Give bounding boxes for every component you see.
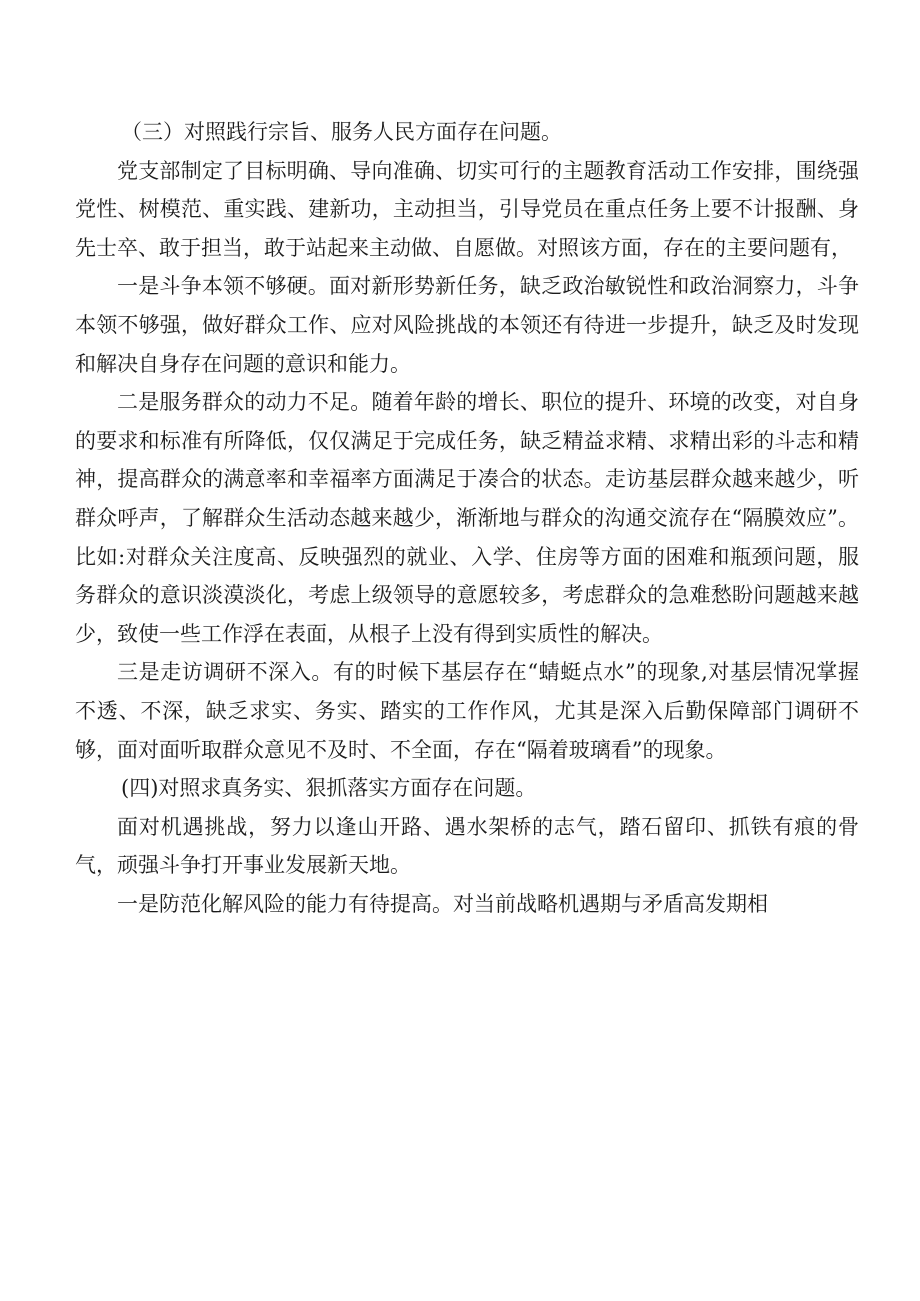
body-paragraph: 一是斗争本领不够硬。面对新形势新任务，缺乏政治敏锐性和政治洞察力，斗争本领不够强，做好群众工作、应对风险挑战的本领还有待进一步提升，缺乏及时发现和解决自身存在问题的意识和能力。	[75, 274, 859, 376]
section-heading-4: (四)对照求真务实、狠抓落实方面存在问题。	[121, 776, 537, 801]
body-paragraph: 面对机遇挑战，努力以逢山开路、遇水架桥的志气，踏石留印、抓铁有痕的骨气，顽强斗争打开事业发展新天地。	[75, 814, 859, 878]
section-heading-3: （三）对照践行宗旨、服务人民方面存在问题。	[121, 120, 562, 144]
body-paragraph: 一是防范化解风险的能力有待提高。对当前战略机遇期与矛盾高发期相	[117, 891, 768, 916]
body-paragraph: 二是服务群众的动力不足。随着年龄的增长、职位的提升、环境的改变，对自身的要求和标准有所降低，仅仅满足于完成任务，缺乏精益求精、求精出彩的斗志和精神，提高群众的满意率和幸福率方面满足于凑合的状态。走访基层群众越来越少，听群众呼声，了解群众生活动态越来越少，渐渐地与群众的沟通交流存在“隔膜效应”。比如:对群众关注度高、反映强烈的就业、入学、住房等方面的困难和瓶颈问题，服务群众的意识淡漠淡化，考虑上级领导的意愿较多，考虑群众的急难愁盼问题越来越少，致使一些工作浮在表面，从根子上没有得到实质性的解决。	[75, 390, 859, 646]
body-paragraph: 党支部制定了目标明确、导向准确、切实可行的主题教育活动工作安排，围绕强党性、树模范、重实践、建新功，主动担当，引导党员在重点任务上要不计报酬、身先士卒、敢于担当，敢于站起来主动做、自愿做。对照该方面，存在的主要问题有，	[75, 158, 859, 260]
document-body	[75, 113, 859, 923]
body-paragraph: 三是走访调研不深入。有的时候下基层存在“蜻蜓点水”的现象,对基层情况掌握不透、不深，缺乏求实、务实、踏实的工作作风，尤其是深入后勤保障部门调研不够，面对面听取群众意见不及时、不全面，存在“隔着玻璃看”的现象。	[75, 660, 859, 762]
